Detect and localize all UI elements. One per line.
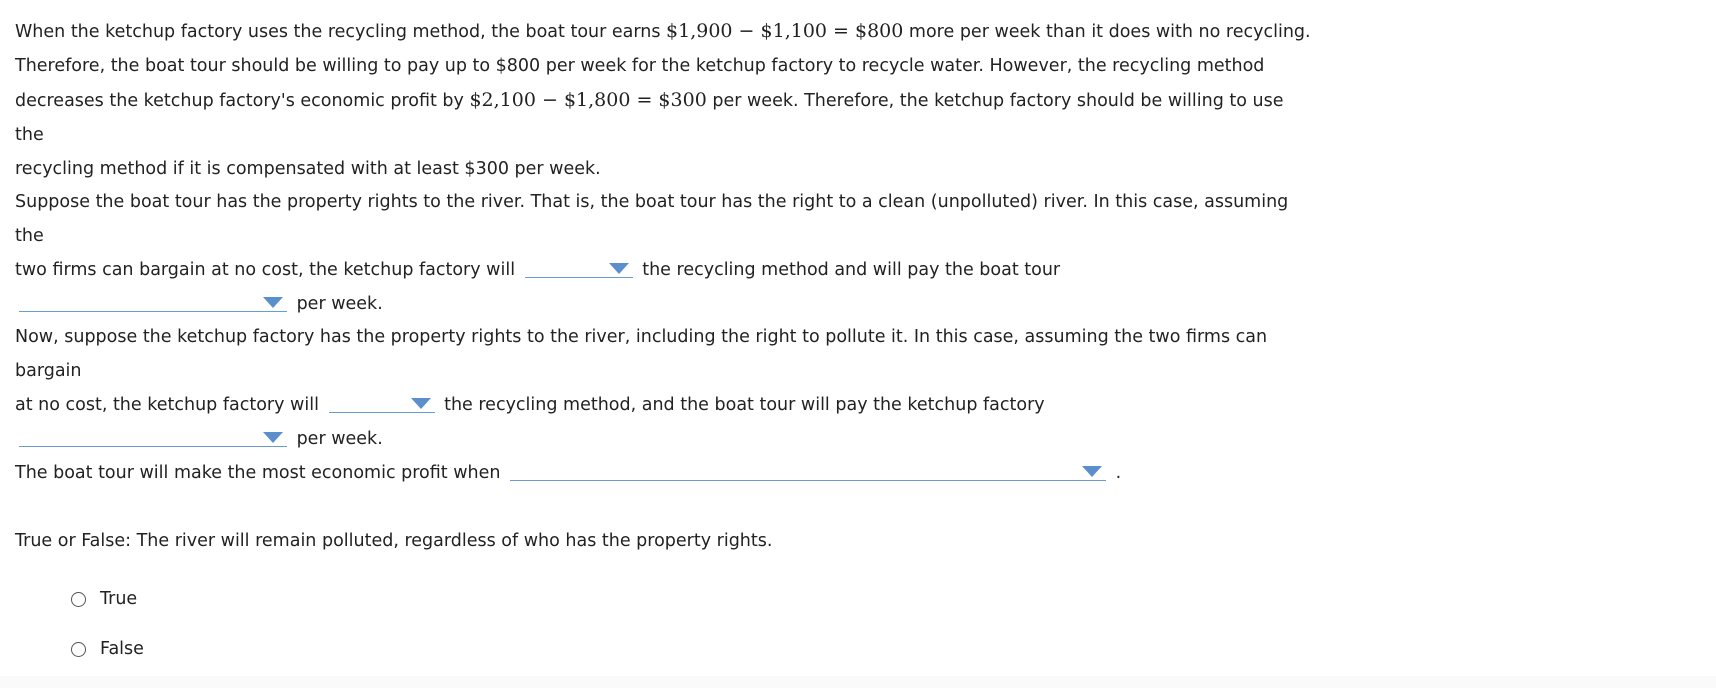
question-line <box>15 253 1315 287</box>
explanation-line-2: Therefore, the boat tour should be willing to pay up to $800 per week for the ketchup factory to recycle water. However, the recycling method <box>15 56 1265 76</box>
question-text: Now, suppose the ketchup factory has the property rights to the river, including the right to pollute it. In this case, assuming the two firms can bargain <box>15 327 1268 381</box>
chevron-down-icon <box>263 432 283 443</box>
false-radio-button[interactable] <box>71 642 86 657</box>
question-text: The boat tour will make the most economic profit when <box>15 463 501 483</box>
option-label: False <box>100 639 144 659</box>
factory-action-dropdown-2[interactable] <box>329 392 435 413</box>
chevron-down-icon <box>263 297 283 308</box>
true-false-paragraph <box>15 524 1315 558</box>
explanation-paragraph <box>15 14 1315 186</box>
explanation-line-3 <box>15 83 1315 152</box>
most-profit-dropdown[interactable] <box>510 460 1106 481</box>
question-text: per week. <box>296 429 383 449</box>
explanation-text: When the ketchup factory uses the recycling method, the boat tour earns <box>15 22 667 42</box>
factory-rights-paragraph <box>15 320 1315 456</box>
question-line <box>15 388 1315 422</box>
boat-tour-gain-math: $1,900 − $1,100 = $800 <box>666 20 904 42</box>
payment-amount-dropdown-1[interactable] <box>19 291 287 312</box>
explanation-text: more per week than it does with no recycling. <box>903 22 1311 42</box>
question-text: two firms can bargain at no cost, the ketchup factory will <box>15 260 516 280</box>
most-profit-paragraph <box>15 456 1315 490</box>
option-true[interactable] <box>71 587 137 611</box>
explanation-text: decreases the ketchup factory's economic profit by <box>15 91 470 111</box>
question-text: the recycling method and will pay the boat tour <box>642 260 1061 280</box>
question-line <box>15 422 1315 456</box>
chevron-down-icon <box>609 263 629 274</box>
question-line <box>15 287 1315 321</box>
footer-strip <box>0 676 1716 688</box>
explanation-line-1 <box>15 14 1315 49</box>
question-text: at no cost, the ketchup factory will <box>15 395 319 415</box>
option-false[interactable] <box>71 637 144 661</box>
factory-loss-math: $2,100 − $1,800 = $300 <box>469 89 707 111</box>
option-label: True <box>100 589 138 609</box>
payment-amount-dropdown-2[interactable] <box>19 426 287 447</box>
true-radio-button[interactable] <box>71 592 86 607</box>
explanation-text: per week. Therefore, the ketchup factory should be willing to use the <box>15 91 1284 145</box>
boat-tour-rights-paragraph <box>15 185 1315 321</box>
question-text: per week. <box>296 294 383 314</box>
question-text: Suppose the boat tour has the property rights to the river. That is, the boat tour has the right to a clean (unpolluted) river. In this case, assuming the <box>15 192 1289 246</box>
factory-action-dropdown-1[interactable] <box>525 257 633 278</box>
explanation-line-4: recycling method if it is compensated with at least $300 per week. <box>15 159 601 179</box>
chevron-down-icon <box>1082 466 1102 477</box>
period: . <box>1115 463 1122 483</box>
true-false-question: True or False: The river will remain polluted, regardless of who has the property rights. <box>15 531 773 551</box>
chevron-down-icon <box>411 398 431 409</box>
question-text: the recycling method, and the boat tour will pay the ketchup factory <box>444 395 1045 415</box>
